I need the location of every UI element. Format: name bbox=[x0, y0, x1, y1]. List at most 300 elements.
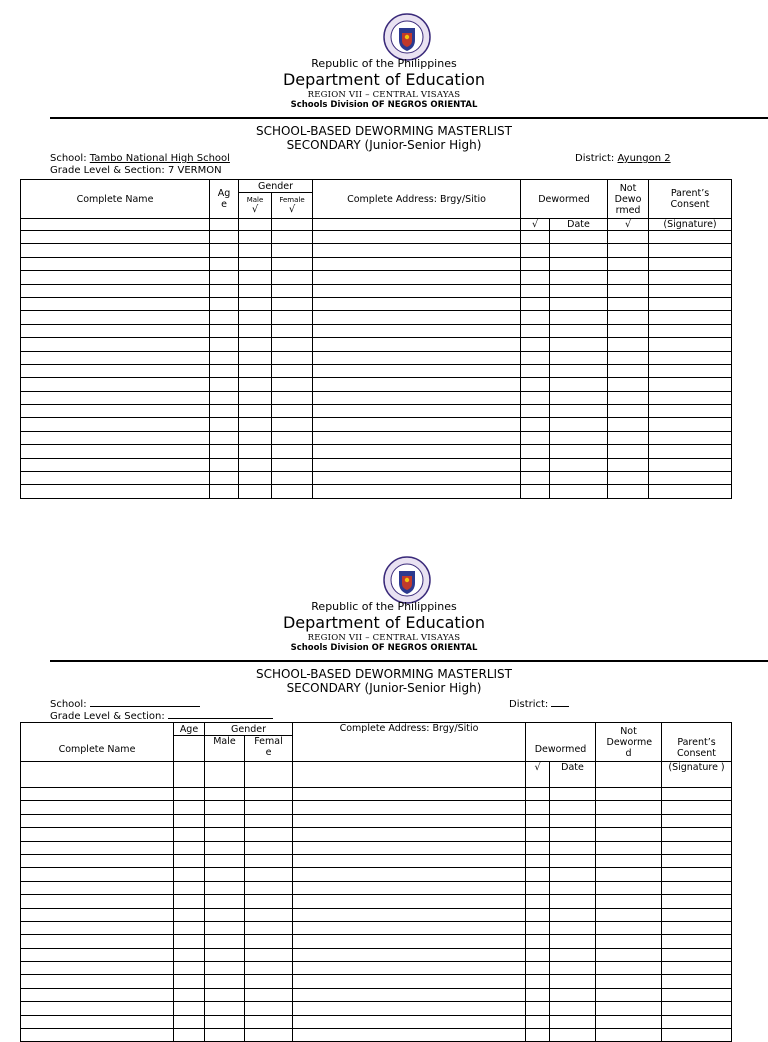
entry-cell[interactable] bbox=[210, 364, 239, 377]
entry-cell[interactable] bbox=[550, 1015, 596, 1028]
entry-cell[interactable] bbox=[521, 257, 550, 270]
entry-cell[interactable] bbox=[210, 485, 239, 498]
entry-cell[interactable] bbox=[293, 1029, 526, 1042]
entry-cell[interactable] bbox=[662, 868, 732, 881]
entry-cell[interactable] bbox=[649, 445, 732, 458]
entry-cell[interactable] bbox=[313, 445, 521, 458]
entry-cell[interactable] bbox=[608, 431, 649, 444]
entry-cell[interactable] bbox=[526, 921, 550, 934]
entry-cell[interactable] bbox=[550, 445, 608, 458]
entry-cell[interactable] bbox=[205, 921, 245, 934]
entry-cell[interactable] bbox=[272, 431, 313, 444]
entry-cell[interactable] bbox=[239, 311, 272, 324]
entry-cell[interactable] bbox=[174, 801, 205, 814]
entry-cell[interactable] bbox=[245, 788, 293, 801]
entry-cell[interactable] bbox=[21, 391, 210, 404]
entry-cell[interactable] bbox=[239, 364, 272, 377]
entry-cell[interactable] bbox=[550, 244, 608, 257]
entry-cell[interactable] bbox=[550, 405, 608, 418]
entry-cell[interactable] bbox=[21, 908, 174, 921]
entry-cell[interactable] bbox=[293, 908, 526, 921]
entry-cell[interactable] bbox=[313, 311, 521, 324]
entry-cell[interactable] bbox=[550, 788, 596, 801]
entry-cell[interactable] bbox=[272, 405, 313, 418]
entry-cell[interactable] bbox=[272, 364, 313, 377]
entry-cell[interactable] bbox=[205, 801, 245, 814]
entry-cell[interactable] bbox=[550, 895, 596, 908]
entry-cell[interactable] bbox=[210, 338, 239, 351]
entry-cell[interactable] bbox=[662, 921, 732, 934]
entry-cell[interactable] bbox=[293, 895, 526, 908]
entry-cell[interactable] bbox=[21, 284, 210, 297]
entry-cell[interactable] bbox=[174, 1015, 205, 1028]
entry-cell[interactable] bbox=[526, 868, 550, 881]
entry-cell[interactable] bbox=[239, 351, 272, 364]
entry-cell[interactable] bbox=[174, 935, 205, 948]
entry-cell[interactable] bbox=[662, 1015, 732, 1028]
entry-cell[interactable] bbox=[21, 338, 210, 351]
entry-cell[interactable] bbox=[521, 351, 550, 364]
entry-cell[interactable] bbox=[649, 431, 732, 444]
entry-cell[interactable] bbox=[550, 814, 596, 827]
entry-cell[interactable] bbox=[649, 458, 732, 471]
entry-cell[interactable] bbox=[245, 988, 293, 1001]
entry-cell[interactable] bbox=[245, 801, 293, 814]
entry-cell[interactable] bbox=[596, 788, 662, 801]
entry-cell[interactable] bbox=[526, 854, 550, 867]
entry-cell[interactable] bbox=[608, 378, 649, 391]
entry-cell[interactable] bbox=[521, 364, 550, 377]
entry-cell[interactable] bbox=[21, 485, 210, 498]
entry-cell[interactable] bbox=[521, 311, 550, 324]
entry-cell[interactable] bbox=[293, 841, 526, 854]
entry-cell[interactable] bbox=[210, 311, 239, 324]
entry-cell[interactable] bbox=[526, 814, 550, 827]
entry-cell[interactable] bbox=[245, 1015, 293, 1028]
entry-cell[interactable] bbox=[239, 231, 272, 244]
entry-cell[interactable] bbox=[550, 351, 608, 364]
entry-cell[interactable] bbox=[550, 431, 608, 444]
entry-cell[interactable] bbox=[205, 868, 245, 881]
entry-cell[interactable] bbox=[313, 244, 521, 257]
entry-cell[interactable] bbox=[521, 391, 550, 404]
entry-cell[interactable] bbox=[313, 231, 521, 244]
entry-cell[interactable] bbox=[245, 841, 293, 854]
entry-cell[interactable] bbox=[21, 1015, 174, 1028]
entry-cell[interactable] bbox=[521, 431, 550, 444]
entry-cell[interactable] bbox=[550, 962, 596, 975]
entry-cell[interactable] bbox=[608, 257, 649, 270]
entry-cell[interactable] bbox=[550, 948, 596, 961]
entry-cell[interactable] bbox=[272, 284, 313, 297]
entry-cell[interactable] bbox=[526, 1002, 550, 1015]
entry-cell[interactable] bbox=[550, 378, 608, 391]
entry-cell[interactable] bbox=[608, 472, 649, 485]
entry-cell[interactable] bbox=[662, 801, 732, 814]
entry-cell[interactable] bbox=[550, 297, 608, 310]
entry-cell[interactable] bbox=[205, 1002, 245, 1015]
entry-cell[interactable] bbox=[21, 244, 210, 257]
entry-cell[interactable] bbox=[272, 485, 313, 498]
entry-cell[interactable] bbox=[313, 391, 521, 404]
entry-cell[interactable] bbox=[649, 311, 732, 324]
entry-cell[interactable] bbox=[21, 814, 174, 827]
entry-cell[interactable] bbox=[596, 868, 662, 881]
entry-cell[interactable] bbox=[550, 988, 596, 1001]
entry-cell[interactable] bbox=[662, 935, 732, 948]
entry-cell[interactable] bbox=[596, 948, 662, 961]
entry-cell[interactable] bbox=[649, 472, 732, 485]
entry-cell[interactable] bbox=[649, 324, 732, 337]
entry-cell[interactable] bbox=[210, 458, 239, 471]
entry-cell[interactable] bbox=[521, 458, 550, 471]
entry-cell[interactable] bbox=[313, 324, 521, 337]
entry-cell[interactable] bbox=[245, 935, 293, 948]
entry-cell[interactable] bbox=[608, 485, 649, 498]
entry-cell[interactable] bbox=[596, 841, 662, 854]
entry-cell[interactable] bbox=[205, 988, 245, 1001]
entry-cell[interactable] bbox=[205, 881, 245, 894]
entry-cell[interactable] bbox=[21, 948, 174, 961]
entry-cell[interactable] bbox=[272, 338, 313, 351]
entry-cell[interactable] bbox=[596, 988, 662, 1001]
entry-cell[interactable] bbox=[293, 921, 526, 934]
entry-cell[interactable] bbox=[313, 284, 521, 297]
entry-cell[interactable] bbox=[550, 485, 608, 498]
entry-cell[interactable] bbox=[649, 244, 732, 257]
entry-cell[interactable] bbox=[239, 485, 272, 498]
entry-cell[interactable] bbox=[293, 948, 526, 961]
entry-cell[interactable] bbox=[272, 311, 313, 324]
entry-cell[interactable] bbox=[521, 378, 550, 391]
entry-cell[interactable] bbox=[550, 458, 608, 471]
entry-cell[interactable] bbox=[205, 908, 245, 921]
entry-cell[interactable] bbox=[272, 391, 313, 404]
entry-cell[interactable] bbox=[21, 895, 174, 908]
entry-cell[interactable] bbox=[293, 801, 526, 814]
entry-cell[interactable] bbox=[596, 962, 662, 975]
entry-cell[interactable] bbox=[174, 1002, 205, 1015]
entry-cell[interactable] bbox=[174, 841, 205, 854]
entry-cell[interactable] bbox=[608, 351, 649, 364]
entry-cell[interactable] bbox=[272, 257, 313, 270]
entry-cell[interactable] bbox=[205, 814, 245, 827]
entry-cell[interactable] bbox=[210, 418, 239, 431]
entry-cell[interactable] bbox=[608, 324, 649, 337]
entry-cell[interactable] bbox=[245, 814, 293, 827]
entry-cell[interactable] bbox=[662, 975, 732, 988]
entry-cell[interactable] bbox=[521, 418, 550, 431]
entry-cell[interactable] bbox=[550, 908, 596, 921]
entry-cell[interactable] bbox=[649, 418, 732, 431]
entry-cell[interactable] bbox=[21, 921, 174, 934]
entry-cell[interactable] bbox=[21, 975, 174, 988]
entry-cell[interactable] bbox=[293, 854, 526, 867]
entry-cell[interactable] bbox=[21, 324, 210, 337]
entry-cell[interactable] bbox=[239, 458, 272, 471]
entry-cell[interactable] bbox=[245, 1002, 293, 1015]
entry-cell[interactable] bbox=[550, 1002, 596, 1015]
entry-cell[interactable] bbox=[313, 297, 521, 310]
entry-cell[interactable] bbox=[239, 244, 272, 257]
entry-cell[interactable] bbox=[210, 431, 239, 444]
entry-cell[interactable] bbox=[21, 854, 174, 867]
entry-cell[interactable] bbox=[272, 324, 313, 337]
entry-cell[interactable] bbox=[649, 271, 732, 284]
entry-cell[interactable] bbox=[205, 935, 245, 948]
entry-cell[interactable] bbox=[174, 988, 205, 1001]
entry-cell[interactable] bbox=[526, 895, 550, 908]
entry-cell[interactable] bbox=[21, 788, 174, 801]
entry-cell[interactable] bbox=[245, 895, 293, 908]
entry-cell[interactable] bbox=[205, 788, 245, 801]
entry-cell[interactable] bbox=[550, 921, 596, 934]
entry-cell[interactable] bbox=[608, 458, 649, 471]
entry-cell[interactable] bbox=[649, 231, 732, 244]
entry-cell[interactable] bbox=[21, 271, 210, 284]
entry-cell[interactable] bbox=[205, 975, 245, 988]
entry-cell[interactable] bbox=[210, 231, 239, 244]
entry-cell[interactable] bbox=[245, 975, 293, 988]
entry-cell[interactable] bbox=[662, 854, 732, 867]
entry-cell[interactable] bbox=[521, 405, 550, 418]
entry-cell[interactable] bbox=[550, 284, 608, 297]
entry-cell[interactable] bbox=[239, 297, 272, 310]
entry-cell[interactable] bbox=[550, 854, 596, 867]
entry-cell[interactable] bbox=[205, 948, 245, 961]
entry-cell[interactable] bbox=[205, 1015, 245, 1028]
entry-cell[interactable] bbox=[21, 801, 174, 814]
entry-cell[interactable] bbox=[526, 935, 550, 948]
entry-cell[interactable] bbox=[174, 814, 205, 827]
entry-cell[interactable] bbox=[313, 418, 521, 431]
entry-cell[interactable] bbox=[239, 257, 272, 270]
entry-cell[interactable] bbox=[21, 378, 210, 391]
entry-cell[interactable] bbox=[21, 458, 210, 471]
entry-cell[interactable] bbox=[239, 391, 272, 404]
entry-cell[interactable] bbox=[272, 271, 313, 284]
entry-cell[interactable] bbox=[174, 895, 205, 908]
entry-cell[interactable] bbox=[174, 788, 205, 801]
entry-cell[interactable] bbox=[313, 257, 521, 270]
entry-cell[interactable] bbox=[293, 788, 526, 801]
entry-cell[interactable] bbox=[210, 445, 239, 458]
entry-cell[interactable] bbox=[608, 338, 649, 351]
entry-cell[interactable] bbox=[245, 881, 293, 894]
entry-cell[interactable] bbox=[649, 364, 732, 377]
entry-cell[interactable] bbox=[313, 364, 521, 377]
entry-cell[interactable] bbox=[21, 364, 210, 377]
entry-cell[interactable] bbox=[210, 297, 239, 310]
entry-cell[interactable] bbox=[293, 868, 526, 881]
entry-cell[interactable] bbox=[205, 962, 245, 975]
entry-cell[interactable] bbox=[210, 405, 239, 418]
entry-cell[interactable] bbox=[550, 801, 596, 814]
entry-cell[interactable] bbox=[239, 378, 272, 391]
entry-cell[interactable] bbox=[21, 472, 210, 485]
entry-cell[interactable] bbox=[550, 364, 608, 377]
entry-cell[interactable] bbox=[550, 231, 608, 244]
entry-cell[interactable] bbox=[649, 378, 732, 391]
entry-cell[interactable] bbox=[521, 244, 550, 257]
entry-cell[interactable] bbox=[174, 921, 205, 934]
entry-cell[interactable] bbox=[313, 472, 521, 485]
entry-cell[interactable] bbox=[649, 405, 732, 418]
entry-cell[interactable] bbox=[210, 391, 239, 404]
entry-cell[interactable] bbox=[596, 1029, 662, 1042]
entry-cell[interactable] bbox=[205, 854, 245, 867]
entry-cell[interactable] bbox=[313, 338, 521, 351]
entry-cell[interactable] bbox=[210, 324, 239, 337]
entry-cell[interactable] bbox=[521, 297, 550, 310]
entry-cell[interactable] bbox=[662, 1029, 732, 1042]
entry-cell[interactable] bbox=[521, 231, 550, 244]
entry-cell[interactable] bbox=[293, 814, 526, 827]
entry-cell[interactable] bbox=[205, 1029, 245, 1042]
entry-cell[interactable] bbox=[239, 338, 272, 351]
entry-cell[interactable] bbox=[313, 351, 521, 364]
entry-cell[interactable] bbox=[662, 841, 732, 854]
entry-cell[interactable] bbox=[245, 854, 293, 867]
entry-cell[interactable] bbox=[245, 948, 293, 961]
entry-cell[interactable] bbox=[174, 1029, 205, 1042]
entry-cell[interactable] bbox=[526, 908, 550, 921]
entry-cell[interactable] bbox=[662, 948, 732, 961]
entry-cell[interactable] bbox=[550, 841, 596, 854]
entry-cell[interactable] bbox=[313, 271, 521, 284]
entry-cell[interactable] bbox=[521, 445, 550, 458]
entry-cell[interactable] bbox=[272, 445, 313, 458]
entry-cell[interactable] bbox=[550, 828, 596, 841]
entry-cell[interactable] bbox=[608, 445, 649, 458]
entry-cell[interactable] bbox=[21, 828, 174, 841]
entry-cell[interactable] bbox=[21, 868, 174, 881]
entry-cell[interactable] bbox=[293, 988, 526, 1001]
entry-cell[interactable] bbox=[313, 431, 521, 444]
entry-cell[interactable] bbox=[521, 271, 550, 284]
entry-cell[interactable] bbox=[662, 1002, 732, 1015]
entry-cell[interactable] bbox=[550, 338, 608, 351]
entry-cell[interactable] bbox=[293, 828, 526, 841]
entry-cell[interactable] bbox=[608, 391, 649, 404]
entry-cell[interactable] bbox=[245, 828, 293, 841]
entry-cell[interactable] bbox=[596, 895, 662, 908]
entry-cell[interactable] bbox=[608, 271, 649, 284]
entry-cell[interactable] bbox=[608, 364, 649, 377]
grade-blank[interactable] bbox=[168, 708, 273, 719]
entry-cell[interactable] bbox=[210, 378, 239, 391]
entry-cell[interactable] bbox=[21, 311, 210, 324]
entry-cell[interactable] bbox=[21, 418, 210, 431]
entry-cell[interactable] bbox=[293, 962, 526, 975]
entry-cell[interactable] bbox=[608, 311, 649, 324]
entry-cell[interactable] bbox=[662, 988, 732, 1001]
entry-cell[interactable] bbox=[608, 297, 649, 310]
entry-cell[interactable] bbox=[596, 975, 662, 988]
entry-cell[interactable] bbox=[205, 895, 245, 908]
entry-cell[interactable] bbox=[174, 854, 205, 867]
entry-cell[interactable] bbox=[526, 1015, 550, 1028]
entry-cell[interactable] bbox=[608, 284, 649, 297]
entry-cell[interactable] bbox=[596, 854, 662, 867]
entry-cell[interactable] bbox=[21, 297, 210, 310]
entry-cell[interactable] bbox=[649, 351, 732, 364]
entry-cell[interactable] bbox=[239, 324, 272, 337]
entry-cell[interactable] bbox=[21, 935, 174, 948]
entry-cell[interactable] bbox=[596, 935, 662, 948]
entry-cell[interactable] bbox=[550, 324, 608, 337]
entry-cell[interactable] bbox=[239, 271, 272, 284]
entry-cell[interactable] bbox=[174, 868, 205, 881]
entry-cell[interactable] bbox=[21, 881, 174, 894]
entry-cell[interactable] bbox=[662, 895, 732, 908]
entry-cell[interactable] bbox=[21, 1002, 174, 1015]
entry-cell[interactable] bbox=[293, 1002, 526, 1015]
entry-cell[interactable] bbox=[596, 908, 662, 921]
entry-cell[interactable] bbox=[526, 1029, 550, 1042]
entry-cell[interactable] bbox=[21, 257, 210, 270]
entry-cell[interactable] bbox=[174, 962, 205, 975]
entry-cell[interactable] bbox=[550, 257, 608, 270]
entry-cell[interactable] bbox=[313, 405, 521, 418]
entry-cell[interactable] bbox=[596, 1015, 662, 1028]
entry-cell[interactable] bbox=[526, 828, 550, 841]
entry-cell[interactable] bbox=[313, 458, 521, 471]
entry-cell[interactable] bbox=[272, 472, 313, 485]
entry-cell[interactable] bbox=[21, 445, 210, 458]
entry-cell[interactable] bbox=[596, 828, 662, 841]
entry-cell[interactable] bbox=[210, 284, 239, 297]
entry-cell[interactable] bbox=[521, 324, 550, 337]
entry-cell[interactable] bbox=[245, 908, 293, 921]
entry-cell[interactable] bbox=[662, 814, 732, 827]
entry-cell[interactable] bbox=[550, 311, 608, 324]
entry-cell[interactable] bbox=[649, 257, 732, 270]
entry-cell[interactable] bbox=[272, 244, 313, 257]
entry-cell[interactable] bbox=[272, 418, 313, 431]
entry-cell[interactable] bbox=[608, 244, 649, 257]
entry-cell[interactable] bbox=[649, 338, 732, 351]
entry-cell[interactable] bbox=[239, 284, 272, 297]
entry-cell[interactable] bbox=[526, 881, 550, 894]
entry-cell[interactable] bbox=[21, 1029, 174, 1042]
entry-cell[interactable] bbox=[550, 868, 596, 881]
entry-cell[interactable] bbox=[272, 231, 313, 244]
entry-cell[interactable] bbox=[174, 948, 205, 961]
entry-cell[interactable] bbox=[272, 351, 313, 364]
entry-cell[interactable] bbox=[526, 948, 550, 961]
entry-cell[interactable] bbox=[21, 988, 174, 1001]
entry-cell[interactable] bbox=[550, 935, 596, 948]
entry-cell[interactable] bbox=[550, 418, 608, 431]
entry-cell[interactable] bbox=[550, 975, 596, 988]
entry-cell[interactable] bbox=[293, 975, 526, 988]
entry-cell[interactable] bbox=[174, 828, 205, 841]
entry-cell[interactable] bbox=[596, 1002, 662, 1015]
entry-cell[interactable] bbox=[210, 472, 239, 485]
entry-cell[interactable] bbox=[662, 828, 732, 841]
school-blank[interactable] bbox=[90, 696, 200, 707]
entry-cell[interactable] bbox=[608, 405, 649, 418]
entry-cell[interactable] bbox=[239, 431, 272, 444]
entry-cell[interactable] bbox=[526, 788, 550, 801]
entry-cell[interactable] bbox=[272, 378, 313, 391]
entry-cell[interactable] bbox=[293, 881, 526, 894]
entry-cell[interactable] bbox=[521, 485, 550, 498]
entry-cell[interactable] bbox=[21, 351, 210, 364]
entry-cell[interactable] bbox=[649, 284, 732, 297]
entry-cell[interactable] bbox=[21, 841, 174, 854]
